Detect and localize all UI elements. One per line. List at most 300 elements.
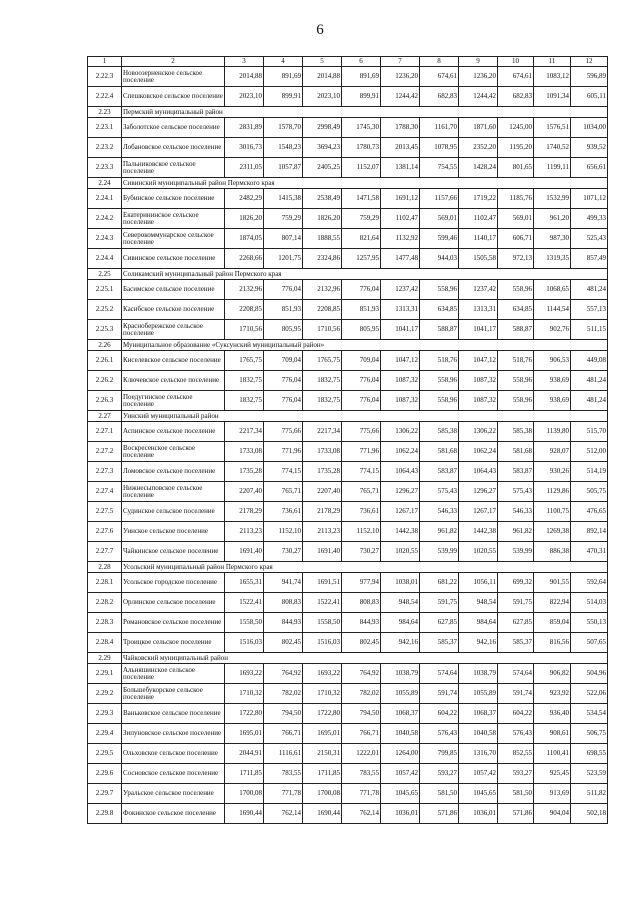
value-cell: 2014,88 xyxy=(225,67,264,87)
value-cell: 938,69 xyxy=(534,391,571,411)
value-cell: 783,55 xyxy=(342,764,381,784)
value-cell: 762,14 xyxy=(342,804,381,824)
section-code: 2.29 xyxy=(88,653,122,664)
value-cell: 1244,42 xyxy=(459,87,498,107)
value-cell: 1700,08 xyxy=(303,784,342,804)
value-cell: 634,85 xyxy=(498,300,534,320)
value-cell: 775,66 xyxy=(264,422,303,442)
value-cell: 1264,00 xyxy=(381,744,420,764)
value-cell: 2538,49 xyxy=(303,189,342,209)
value-cell: 1313,31 xyxy=(381,300,420,320)
row-code: 2.22.3 xyxy=(88,67,122,87)
settlement-name: Поедугинское сельское поселение xyxy=(122,391,225,411)
value-cell: 1045,65 xyxy=(381,784,420,804)
column-number-row xyxy=(88,57,608,67)
value-cell: 1047,12 xyxy=(381,351,420,371)
settlement-name: Пальниковское сельское поселение xyxy=(122,158,225,178)
value-cell: 2207,40 xyxy=(303,482,342,502)
value-cell: 984,64 xyxy=(381,613,420,633)
settlement-name: Новоозерненское сельское поселение xyxy=(122,67,225,87)
column-number: 7 xyxy=(381,57,420,67)
value-cell: 1693,22 xyxy=(303,664,342,684)
value-cell: 1020,55 xyxy=(459,542,498,562)
value-cell: 799,85 xyxy=(420,744,459,764)
section-header-row xyxy=(88,107,608,118)
value-cell: 1780,73 xyxy=(342,138,381,158)
value-cell: 674,61 xyxy=(498,67,534,87)
section-code: 2.28 xyxy=(88,562,122,573)
table-row xyxy=(88,542,608,562)
value-cell: 2217,34 xyxy=(303,422,342,442)
table-row xyxy=(88,442,608,462)
table-row xyxy=(88,249,608,269)
section-title: Соликамский муниципальный район Пермского края xyxy=(122,269,608,280)
value-cell: 1244,42 xyxy=(381,87,420,107)
value-cell: 518,76 xyxy=(498,351,534,371)
value-cell: 1415,38 xyxy=(264,189,303,209)
value-cell: 1832,75 xyxy=(303,391,342,411)
value-cell: 1316,70 xyxy=(459,744,498,764)
table-row xyxy=(88,229,608,249)
value-cell: 902,76 xyxy=(534,320,571,340)
row-code: 2.27.7 xyxy=(88,542,122,562)
section-code: 2.23 xyxy=(88,107,122,118)
value-cell: 1471,58 xyxy=(342,189,381,209)
value-cell: 502,18 xyxy=(571,804,608,824)
value-cell: 802,45 xyxy=(264,633,303,653)
column-number: 3 xyxy=(225,57,264,67)
value-cell: 592,64 xyxy=(571,573,608,593)
value-cell: 1152,10 xyxy=(342,522,381,542)
value-cell: 571,86 xyxy=(498,804,534,824)
value-cell: 1691,40 xyxy=(225,542,264,562)
value-cell: 605,11 xyxy=(571,87,608,107)
settlement-name: Уральское сельское поселение xyxy=(122,784,225,804)
value-cell: 1826,20 xyxy=(303,209,342,229)
value-cell: 1064,43 xyxy=(381,462,420,482)
value-cell: 571,86 xyxy=(420,804,459,824)
value-cell: 481,24 xyxy=(571,371,608,391)
value-cell: 1087,32 xyxy=(381,391,420,411)
value-cell: 593,27 xyxy=(498,764,534,784)
value-cell: 1765,75 xyxy=(303,351,342,371)
value-cell: 901,55 xyxy=(534,573,571,593)
value-cell: 512,00 xyxy=(571,442,608,462)
value-cell: 782,02 xyxy=(264,684,303,704)
value-cell: 507,65 xyxy=(571,633,608,653)
section-title: Пермский муниципальный район xyxy=(122,107,608,118)
value-cell: 2178,29 xyxy=(303,502,342,522)
value-cell: 1871,60 xyxy=(459,118,498,138)
value-cell: 558,96 xyxy=(420,280,459,300)
value-cell: 515,70 xyxy=(571,422,608,442)
value-cell: 776,04 xyxy=(264,280,303,300)
value-cell: 1874,05 xyxy=(225,229,264,249)
table-row xyxy=(88,593,608,613)
value-cell: 1693,22 xyxy=(225,664,264,684)
value-cell: 1733,08 xyxy=(303,442,342,462)
table-row xyxy=(88,280,608,300)
settlement-name: Романовское сельское поселение xyxy=(122,613,225,633)
table-row xyxy=(88,664,608,684)
value-cell: 1062,24 xyxy=(459,442,498,462)
value-cell: 505,75 xyxy=(571,482,608,502)
column-number: 9 xyxy=(459,57,498,67)
row-code: 2.27.6 xyxy=(88,522,122,542)
value-cell: 2405,25 xyxy=(303,158,342,178)
row-code: 2.27.2 xyxy=(88,442,122,462)
value-cell: 514,19 xyxy=(571,462,608,482)
row-code: 2.28.4 xyxy=(88,633,122,653)
value-cell: 1306,22 xyxy=(381,422,420,442)
section-code: 2.25 xyxy=(88,269,122,280)
page-number: 6 xyxy=(316,22,324,38)
value-cell: 2324,86 xyxy=(303,249,342,269)
column-number: 4 xyxy=(264,57,303,67)
value-cell: 523,59 xyxy=(571,764,608,784)
table-row xyxy=(88,724,608,744)
value-cell: 1832,75 xyxy=(303,371,342,391)
value-cell: 1267,17 xyxy=(381,502,420,522)
section-header-row xyxy=(88,340,608,351)
value-cell: 944,03 xyxy=(420,249,459,269)
section-code: 2.27 xyxy=(88,411,122,422)
table-row xyxy=(88,804,608,824)
table-row xyxy=(88,704,608,724)
row-code: 2.28.2 xyxy=(88,593,122,613)
settlement-name: Касибское сельское поселение xyxy=(122,300,225,320)
value-cell: 591,74 xyxy=(420,684,459,704)
value-cell: 546,33 xyxy=(420,502,459,522)
value-cell: 977,94 xyxy=(342,573,381,593)
value-cell: 3016,73 xyxy=(225,138,264,158)
value-cell: 1522,41 xyxy=(303,593,342,613)
settlement-name: Краснобережское сельское поселение xyxy=(122,320,225,340)
value-cell: 1020,55 xyxy=(381,542,420,562)
row-code: 2.23.1 xyxy=(88,118,122,138)
value-cell: 1505,58 xyxy=(459,249,498,269)
value-cell: 1735,28 xyxy=(225,462,264,482)
value-cell: 1236,20 xyxy=(381,67,420,87)
value-cell: 851,93 xyxy=(342,300,381,320)
table-row xyxy=(88,462,608,482)
column-number: 10 xyxy=(498,57,534,67)
value-cell: 1722,80 xyxy=(303,704,342,724)
value-cell: 821,64 xyxy=(342,229,381,249)
value-cell: 1222,01 xyxy=(342,744,381,764)
value-cell: 1832,75 xyxy=(225,371,264,391)
value-cell: 1157,66 xyxy=(420,189,459,209)
column-number: 8 xyxy=(420,57,459,67)
table-row xyxy=(88,684,608,704)
value-cell: 1522,41 xyxy=(225,593,264,613)
value-cell: 581,68 xyxy=(420,442,459,462)
value-cell: 709,04 xyxy=(342,351,381,371)
value-cell: 736,61 xyxy=(342,502,381,522)
value-cell: 1040,58 xyxy=(459,724,498,744)
value-cell: 581,50 xyxy=(420,784,459,804)
value-cell: 591,74 xyxy=(498,684,534,704)
value-cell: 764,92 xyxy=(342,664,381,684)
value-cell: 585,38 xyxy=(420,422,459,442)
value-cell: 805,95 xyxy=(264,320,303,340)
value-cell: 1269,38 xyxy=(534,522,571,542)
value-cell: 585,38 xyxy=(498,422,534,442)
value-cell: 1047,12 xyxy=(459,351,498,371)
value-cell: 575,43 xyxy=(420,482,459,502)
value-cell: 776,04 xyxy=(264,371,303,391)
value-cell: 558,96 xyxy=(498,371,534,391)
value-cell: 774,15 xyxy=(342,462,381,482)
value-cell: 557,13 xyxy=(571,300,608,320)
value-cell: 1719,22 xyxy=(459,189,498,209)
value-cell: 1532,99 xyxy=(534,189,571,209)
value-cell: 936,40 xyxy=(534,704,571,724)
value-cell: 1296,27 xyxy=(381,482,420,502)
section-header-row xyxy=(88,562,608,573)
value-cell: 1139,80 xyxy=(534,422,571,442)
value-cell: 1041,17 xyxy=(381,320,420,340)
value-cell: 583,87 xyxy=(498,462,534,482)
value-cell: 2014,88 xyxy=(303,67,342,87)
value-cell: 794,50 xyxy=(342,704,381,724)
value-cell: 1695,01 xyxy=(225,724,264,744)
value-cell: 1083,12 xyxy=(534,67,571,87)
value-cell: 1558,50 xyxy=(225,613,264,633)
table-row xyxy=(88,573,608,593)
value-cell: 1144,54 xyxy=(534,300,571,320)
value-cell: 604,22 xyxy=(420,704,459,724)
table-row xyxy=(88,502,608,522)
settlement-name: Ключевское сельское поселение xyxy=(122,371,225,391)
settlement-name: Нижнесыповское сельское поселение xyxy=(122,482,225,502)
value-cell: 1102,47 xyxy=(459,209,498,229)
value-cell: 984,64 xyxy=(459,613,498,633)
value-cell: 539,99 xyxy=(420,542,459,562)
row-code: 2.24.3 xyxy=(88,229,122,249)
value-cell: 762,14 xyxy=(264,804,303,824)
value-cell: 892,14 xyxy=(571,522,608,542)
value-cell: 682,83 xyxy=(498,87,534,107)
value-cell: 449,08 xyxy=(571,351,608,371)
row-code: 2.24.4 xyxy=(88,249,122,269)
value-cell: 539,99 xyxy=(498,542,534,562)
settlement-name: Троицкое сельское поселение xyxy=(122,633,225,653)
settlement-name: Басимское сельское поселение xyxy=(122,280,225,300)
value-cell: 1319,35 xyxy=(534,249,571,269)
value-cell: 1140,17 xyxy=(459,229,498,249)
value-cell: 1442,38 xyxy=(459,522,498,542)
value-cell: 1087,32 xyxy=(381,371,420,391)
value-cell: 1745,30 xyxy=(342,118,381,138)
value-cell: 656,61 xyxy=(571,158,608,178)
settlement-name: Альняшинское сельское поселение xyxy=(122,664,225,684)
value-cell: 1055,89 xyxy=(459,684,498,704)
table-row xyxy=(88,67,608,87)
value-cell: 913,69 xyxy=(534,784,571,804)
value-cell: 1199,11 xyxy=(534,158,571,178)
table-row xyxy=(88,764,608,784)
column-number: 1 xyxy=(88,57,122,67)
value-cell: 1056,11 xyxy=(459,573,498,593)
value-cell: 939,52 xyxy=(571,138,608,158)
value-cell: 2178,29 xyxy=(225,502,264,522)
value-cell: 606,71 xyxy=(498,229,534,249)
settlement-name: Чайкинское сельское поселение xyxy=(122,542,225,562)
value-cell: 1826,20 xyxy=(225,209,264,229)
value-cell: 518,76 xyxy=(420,351,459,371)
value-cell: 1100,75 xyxy=(534,502,571,522)
value-cell: 534,54 xyxy=(571,704,608,724)
table-row xyxy=(88,482,608,502)
value-cell: 1161,70 xyxy=(420,118,459,138)
value-cell: 857,49 xyxy=(571,249,608,269)
row-code: 2.27.1 xyxy=(88,422,122,442)
value-cell: 1700,08 xyxy=(225,784,264,804)
value-cell: 1306,22 xyxy=(459,422,498,442)
settlement-name: Воскресенское сельское поселение xyxy=(122,442,225,462)
row-code: 2.22.4 xyxy=(88,87,122,107)
value-cell: 928,07 xyxy=(534,442,571,462)
column-number: 12 xyxy=(571,57,608,67)
value-cell: 1068,37 xyxy=(381,704,420,724)
table-row xyxy=(88,613,608,633)
value-cell: 1068,37 xyxy=(459,704,498,724)
value-cell: 550,13 xyxy=(571,613,608,633)
table-row xyxy=(88,138,608,158)
value-cell: 1710,56 xyxy=(225,320,264,340)
value-cell: 904,04 xyxy=(534,804,571,824)
value-cell: 1041,17 xyxy=(459,320,498,340)
value-cell: 1036,01 xyxy=(381,804,420,824)
value-cell: 558,96 xyxy=(420,391,459,411)
value-cell: 581,68 xyxy=(498,442,534,462)
value-cell: 1381,14 xyxy=(381,158,420,178)
value-cell: 776,04 xyxy=(342,280,381,300)
value-cell: 961,82 xyxy=(498,522,534,542)
section-title: Сивинский муниципальный район Пермского края xyxy=(122,178,608,189)
row-code: 2.27.3 xyxy=(88,462,122,482)
value-cell: 1152,10 xyxy=(264,522,303,542)
value-cell: 948,54 xyxy=(381,593,420,613)
value-cell: 1064,43 xyxy=(459,462,498,482)
table-row xyxy=(88,371,608,391)
value-cell: 506,75 xyxy=(571,724,608,744)
value-cell: 765,71 xyxy=(264,482,303,502)
value-cell: 891,69 xyxy=(264,67,303,87)
value-cell: 925,45 xyxy=(534,764,571,784)
value-cell: 2150,31 xyxy=(303,744,342,764)
value-cell: 776,04 xyxy=(264,391,303,411)
value-cell: 627,85 xyxy=(420,613,459,633)
value-cell: 759,29 xyxy=(264,209,303,229)
value-cell: 891,69 xyxy=(342,67,381,87)
value-cell: 794,50 xyxy=(264,704,303,724)
value-cell: 591,75 xyxy=(420,593,459,613)
value-cell: 599,46 xyxy=(420,229,459,249)
section-code: 2.24 xyxy=(88,178,122,189)
value-cell: 1710,32 xyxy=(303,684,342,704)
value-cell: 2044,91 xyxy=(225,744,264,764)
value-cell: 2268,66 xyxy=(225,249,264,269)
value-cell: 1516,03 xyxy=(225,633,264,653)
row-code: 2.29.3 xyxy=(88,704,122,724)
row-code: 2.25.2 xyxy=(88,300,122,320)
value-cell: 1788,30 xyxy=(381,118,420,138)
row-code: 2.29.6 xyxy=(88,764,122,784)
value-cell: 604,22 xyxy=(498,704,534,724)
value-cell: 2217,34 xyxy=(225,422,264,442)
value-cell: 1722,80 xyxy=(225,704,264,724)
value-cell: 1690,44 xyxy=(303,804,342,824)
value-cell: 1129,86 xyxy=(534,482,571,502)
value-cell: 1237,42 xyxy=(459,280,498,300)
value-cell: 1710,32 xyxy=(225,684,264,704)
row-code: 2.25.1 xyxy=(88,280,122,300)
table-row xyxy=(88,784,608,804)
table-row xyxy=(88,422,608,442)
value-cell: 2023,10 xyxy=(303,87,342,107)
value-cell: 2113,23 xyxy=(303,522,342,542)
value-cell: 2013,45 xyxy=(381,138,420,158)
value-cell: 987,30 xyxy=(534,229,571,249)
section-header-row xyxy=(88,269,608,280)
value-cell: 783,55 xyxy=(264,764,303,784)
value-cell: 593,27 xyxy=(420,764,459,784)
value-cell: 782,02 xyxy=(342,684,381,704)
value-cell: 771,78 xyxy=(264,784,303,804)
value-cell: 585,37 xyxy=(498,633,534,653)
value-cell: 674,61 xyxy=(420,67,459,87)
value-cell: 852,55 xyxy=(498,744,534,764)
settlement-name: Фокинское сельское поселение xyxy=(122,804,225,824)
value-cell: 1038,01 xyxy=(381,573,420,593)
value-cell: 1195,20 xyxy=(498,138,534,158)
value-cell: 942,16 xyxy=(459,633,498,653)
value-cell: 1428,24 xyxy=(459,158,498,178)
value-cell: 1185,76 xyxy=(498,189,534,209)
value-cell: 1078,95 xyxy=(420,138,459,158)
settlement-name: Зипуновское сельское поселение xyxy=(122,724,225,744)
value-cell: 1267,17 xyxy=(459,502,498,522)
value-cell: 1201,75 xyxy=(264,249,303,269)
row-code: 2.23.2 xyxy=(88,138,122,158)
value-cell: 776,04 xyxy=(342,391,381,411)
value-cell: 766,71 xyxy=(342,724,381,744)
section-header-row xyxy=(88,653,608,664)
value-cell: 1057,42 xyxy=(381,764,420,784)
value-cell: 775,66 xyxy=(342,422,381,442)
row-code: 2.29.2 xyxy=(88,684,122,704)
value-cell: 1735,28 xyxy=(303,462,342,482)
value-cell: 627,85 xyxy=(498,613,534,633)
value-cell: 736,61 xyxy=(264,502,303,522)
value-cell: 576,43 xyxy=(420,724,459,744)
value-cell: 941,74 xyxy=(264,573,303,593)
value-cell: 802,45 xyxy=(342,633,381,653)
value-cell: 776,04 xyxy=(342,371,381,391)
value-cell: 1558,50 xyxy=(303,613,342,633)
column-number: 5 xyxy=(303,57,342,67)
value-cell: 899,91 xyxy=(342,87,381,107)
settlement-name: Екатерининское сельское поселение xyxy=(122,209,225,229)
value-cell: 906,53 xyxy=(534,351,571,371)
value-cell: 634,85 xyxy=(420,300,459,320)
section-code: 2.26 xyxy=(88,340,122,351)
value-cell: 2831,89 xyxy=(225,118,264,138)
value-cell: 1245,00 xyxy=(498,118,534,138)
row-code: 2.28.3 xyxy=(88,613,122,633)
